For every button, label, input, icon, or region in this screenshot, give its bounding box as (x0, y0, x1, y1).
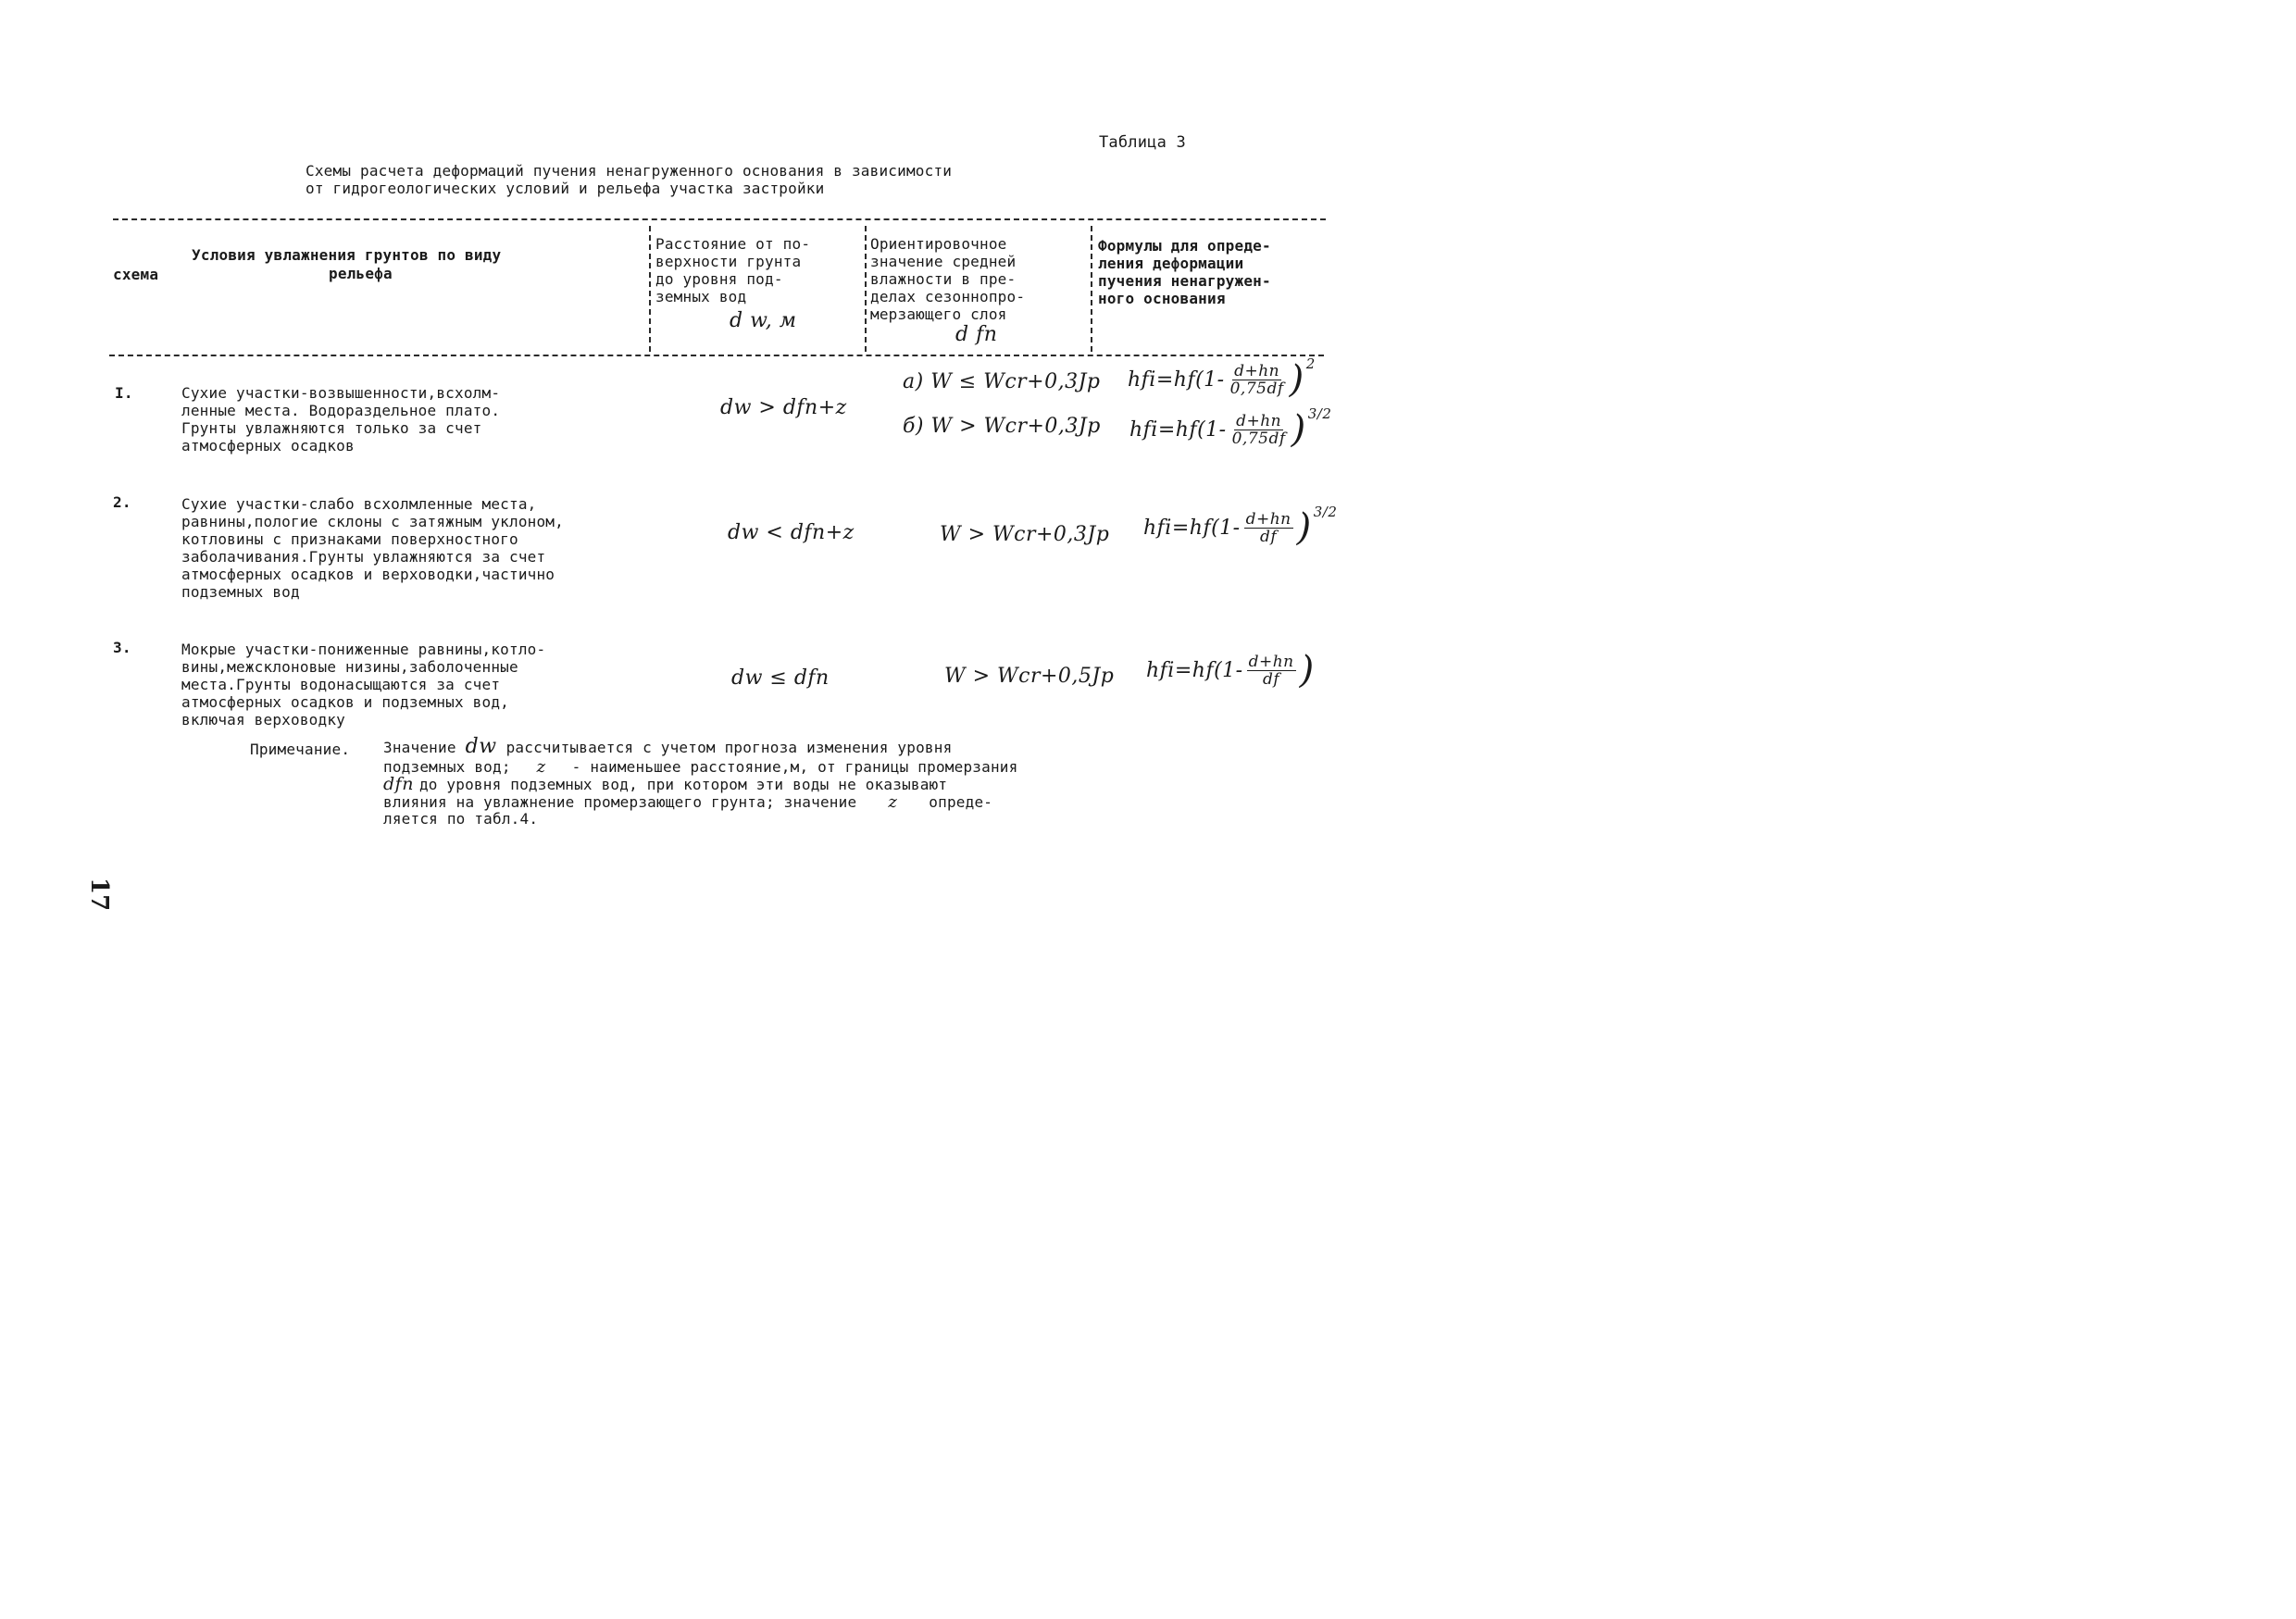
note-line (383, 757, 1018, 777)
note-line (383, 792, 1017, 810)
formula-denominator: 0,75df (1229, 379, 1284, 398)
row-moisture-b: б) W > Wcr+0,3Jp (903, 415, 1101, 438)
row-conditions (181, 495, 564, 601)
header-separator-1 (649, 226, 651, 352)
note-text: опреде- (929, 793, 993, 811)
header-distance-line: верхности грунта (655, 253, 802, 270)
formula-lhs: hfi=hf(1- (1128, 367, 1225, 392)
row-conditions (181, 384, 500, 455)
header-moisture (870, 235, 1025, 346)
header-distance-symbol: d w, м (730, 309, 797, 332)
formula-fraction (1247, 654, 1296, 688)
formula-denominator: df (1260, 527, 1278, 546)
header-distance-line: Расстояние от по- (655, 235, 811, 253)
row-conditions-line: Грунты увлажняются только за счет (181, 419, 482, 437)
formula-fraction (1229, 363, 1286, 397)
row-distance: dw > dfn+z (720, 396, 847, 419)
formula-numerator: d+hn (1236, 411, 1282, 430)
header-moisture-line: мерзающего слоя (870, 305, 1007, 323)
row-conditions-line: атмосферных осадков (181, 437, 355, 455)
formula-lhs: hfi=hf(1- (1143, 516, 1241, 540)
row-formula (1146, 649, 1315, 691)
row-conditions-line: ленные места. Водораздельное плато. (181, 402, 501, 419)
formula-numerator: d+hn (1245, 509, 1292, 529)
formula-exponent: 3/2 (1307, 405, 1332, 422)
row-conditions-line: Сухие участки-возвышенности,всхолм- (181, 384, 501, 402)
header-distance (655, 235, 810, 332)
row-number: 3. (113, 639, 131, 656)
note-text: Значение (383, 739, 456, 756)
formula-close: ) (1296, 506, 1312, 549)
note-line (383, 774, 1017, 792)
formula-lhs: hfi=hf(1- (1146, 658, 1243, 682)
header-bottom-rule (109, 355, 1324, 356)
header-formulas-line: пучения ненагружен- (1098, 272, 1271, 290)
formula-denominator: 0,75df (1231, 429, 1286, 448)
note-line (383, 735, 1017, 757)
table-title-line2: от гидрогеологических условий и рельефа участка застройки (306, 180, 825, 197)
row-conditions-line: Мокрые участки-пониженные равнины,котло- (181, 641, 546, 658)
row-formula (1128, 355, 1316, 401)
formula-close: ) (1299, 649, 1315, 691)
row-conditions-line: включая верховодку (181, 711, 345, 729)
row-conditions-line: вины,межсклоновые низины,заболоченные (181, 658, 518, 676)
table-top-rule (113, 218, 1326, 220)
note-text: - наименьшее расстояние,м, от границы промерзания (571, 758, 1018, 776)
formula-close: ) (1291, 408, 1306, 451)
formula-close: ) (1289, 358, 1304, 401)
page-number: 17 (85, 878, 113, 912)
note-symbol: z (888, 792, 898, 812)
header-separator-2 (865, 226, 867, 352)
row-conditions-line: котловины с признаками поверхностного (181, 530, 518, 548)
formula-exponent: 3/2 (1313, 504, 1338, 520)
header-moisture-line: Ориентировочное (870, 235, 1007, 253)
table-title-line1: Схемы расчета деформаций пучения ненагруженного основания в зависимости (306, 162, 953, 180)
note-text: рассчитывается с учетом прогноза изменения уровня (505, 739, 953, 756)
formula-lhs: hfi=hf(1- (1129, 417, 1227, 442)
formula-denominator: df (1263, 669, 1280, 689)
formula-fraction (1244, 511, 1293, 545)
note-text: до уровня подземных вод, при котором эти воды не оказывают (418, 776, 948, 793)
note-text: ляется по табл.4. (383, 810, 539, 828)
note-text: подземных вод; (383, 758, 511, 776)
row-moisture: W > Wcr+0,5Jp (944, 665, 1115, 688)
row-conditions (181, 641, 545, 729)
formula-exponent: 2 (1305, 355, 1316, 372)
header-formulas-line: Формулы для опреде- (1098, 237, 1271, 255)
formula-numerator: d+hn (1248, 652, 1294, 671)
row-conditions-line: равнины,пологие склоны с затяжным уклоном, (181, 513, 564, 530)
row-conditions-line: Сухие участки-слабо всхолмленные места, (181, 495, 537, 513)
note-text: влияния на увлажнение промерзающего грунта; значение (383, 793, 857, 811)
header-conditions-line2: рельефа (329, 265, 393, 282)
header-moisture-line: значение средней (870, 253, 1017, 270)
formula-fraction (1230, 413, 1288, 447)
row-number: 2. (113, 493, 131, 511)
note-symbol: dfn (383, 774, 414, 794)
header-separator-3 (1091, 226, 1092, 352)
row-conditions-line: атмосферных осадков и верховодки,частично (181, 566, 555, 583)
note-symbol: dw (465, 735, 497, 758)
row-formula (1143, 504, 1338, 549)
row-distance: dw < dfn+z (728, 521, 855, 544)
header-conditions-line1: Условия увлажнения грунтов по виду (192, 246, 502, 264)
header-moisture-line: влажности в пре- (870, 270, 1017, 288)
header-formulas (1098, 237, 1271, 307)
header-formulas-line: ления деформации (1098, 255, 1244, 272)
note-body (383, 735, 1017, 828)
row-moisture: W > Wcr+0,3Jp (940, 523, 1110, 546)
header-scheme: схема (113, 266, 159, 283)
header-moisture-symbol: d fn (955, 323, 998, 346)
header-distance-line: до уровня под- (655, 270, 783, 288)
row-conditions-line: места.Грунты водонасыщаются за счет (181, 676, 501, 693)
note-label: Примечание. (250, 741, 351, 758)
header-moisture-line: делах сезоннопро- (870, 288, 1026, 305)
row-conditions-line: подземных вод (181, 583, 300, 601)
row-formula (1129, 405, 1332, 451)
header-formulas-line: ного основания (1098, 290, 1226, 307)
row-number: I. (115, 384, 133, 402)
table-label: Таблица 3 (1099, 133, 1186, 152)
row-conditions-line: атмосферных осадков и подземных вод, (181, 693, 509, 711)
row-moisture-a: а) W ≤ Wcr+0,3Jp (903, 370, 1101, 393)
formula-numerator: d+hn (1234, 361, 1280, 380)
row-distance: dw ≤ dfn (731, 666, 830, 690)
row-conditions-line: заболачивания.Грунты увлажняются за счет (181, 548, 546, 566)
note-symbol: z (536, 757, 546, 777)
header-distance-line: земных вод (655, 288, 747, 305)
